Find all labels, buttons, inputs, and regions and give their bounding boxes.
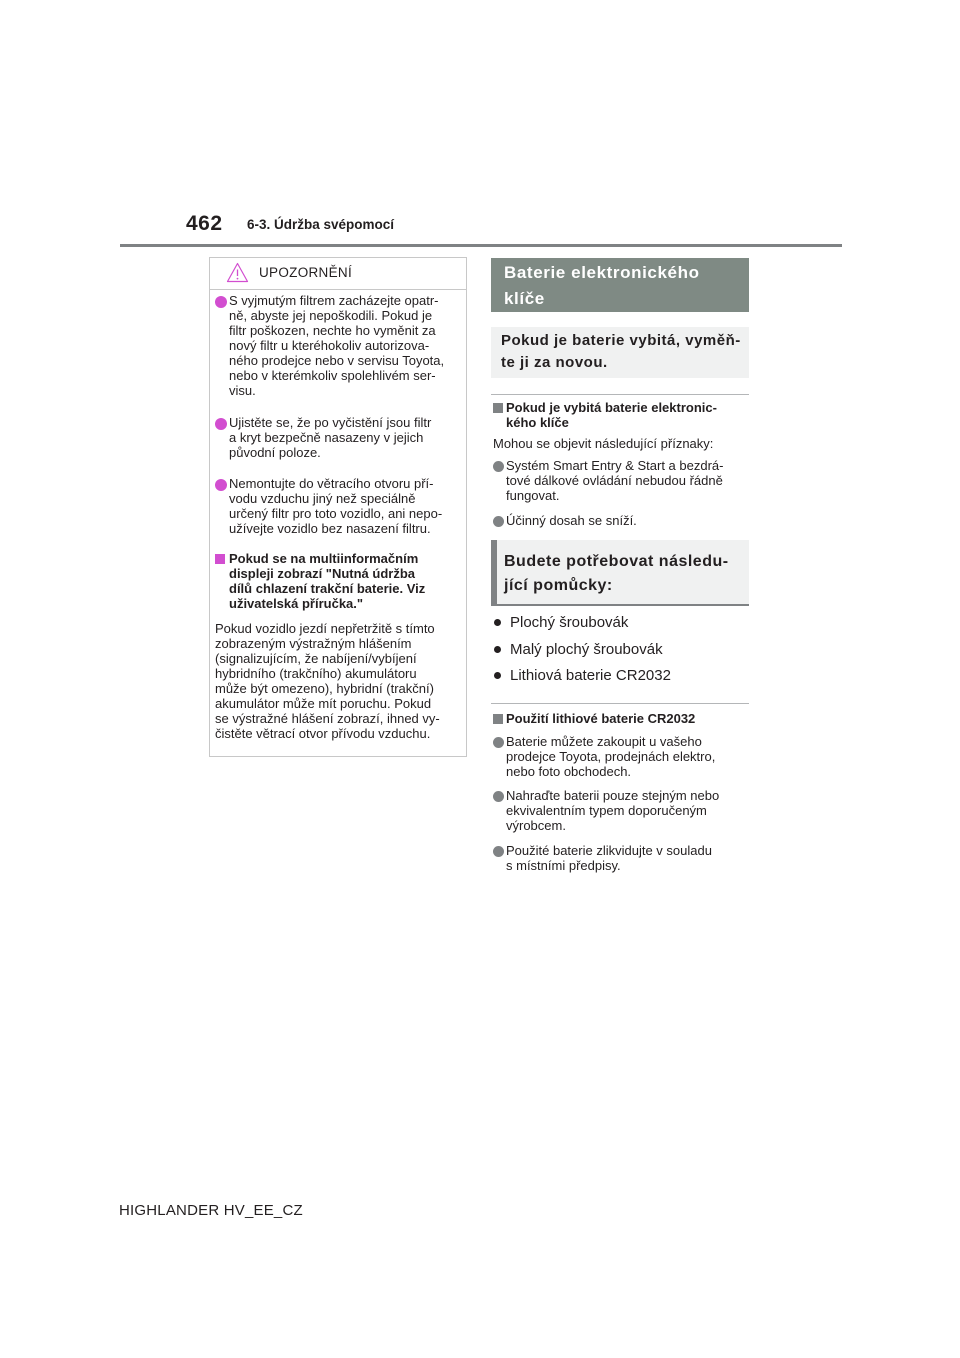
warning-title: UPOZORNĚNÍ [259,265,353,280]
intro-text [501,330,741,374]
text-line: Použité baterie zlikvidujte v souladu [506,843,712,858]
text-line: užívejte vozidlo bez nasazení filtru. [229,521,431,536]
text-line: zobrazeným výstražným hlášením [215,636,412,651]
intro-box [491,327,749,378]
text-line: se výstražné hlášení zobrazí, ihned vy- [215,711,440,726]
accent-bar [491,540,497,604]
warning-triangle-icon [226,262,249,283]
text-line: nový filtr u kteréhokoliv autorizova- [229,338,430,353]
section-title: 6-3. Údržba svépomocí [247,217,395,232]
discharged-bullet-2 [506,513,637,528]
text-line: kého klíče [506,415,569,430]
text-line: hybridního (trakčního) akumulátoru [215,666,417,681]
text-line: displeji zobrazí "Nutná údržba [229,566,416,581]
text-line: Pokud se na multiinformačním [229,551,419,566]
text-line: ekvivalentním typem doporučeným [506,803,707,818]
text-line: prodejce Toyota, prodejnách elektro, [506,749,716,764]
text-line: s místními předpisy. [506,858,621,873]
text-line: Pokud je vybitá baterie elektronic- [506,400,717,415]
warning-box [209,257,467,757]
bullet-dot [494,646,501,653]
lithium-heading: Použití lithiové baterie CR2032 [506,711,696,726]
square-marker [215,554,225,564]
bullet-dot [493,516,504,527]
warning-subheading [229,551,425,611]
footer-model: HIGHLANDER HV_EE_CZ [119,1202,303,1219]
lithium-bullet-2 [506,788,719,833]
tool-item: Lithiová baterie CR2032 [510,667,671,684]
text-line: Systém Smart Entry & Start a bezdrá- [506,458,724,473]
text-line: visu. [229,383,256,398]
text-line: ně, abyste jej nepoškodili. Pokud je [229,308,433,323]
text-line: klíče [504,289,545,308]
text-line: Nemontujte do větracího otvoru pří- [229,476,434,491]
text-line: vodu vzduchu jiný než speciálně [229,491,416,506]
text-line: Nahraďte baterii pouze stejným nebo [506,788,720,803]
text-line: čistěte větrací otvor přívodu vzduchu. [215,726,431,741]
tool-item: Malý plochý šroubovák [510,641,663,658]
text-line: (signalizujícím, že nabíjení/vybíjení [215,651,417,666]
text-line: te ji za novou. [501,354,608,371]
text-line: ného prodejce nebo v servisu Toyota, [229,353,445,368]
bullet-dot [493,791,504,802]
text-line: a kryt bezpečně nasazeny v jejich [229,430,424,445]
divider [491,394,749,395]
page-number: 462 [186,212,223,235]
text-line: určený filtr pro toto vozidlo, ani nepo- [229,506,443,521]
text-line: Pokud je baterie vybitá, vyměň- [501,332,741,349]
text-line: Ujistěte se, že po vyčistění jsou filtr [229,415,432,430]
bullet-dot [493,461,504,472]
text-line: původní poloze. [229,445,321,460]
warning-paragraph [215,621,440,741]
section-heading-box [491,258,749,312]
text-line: Pokud vozidlo jezdí nepřetržitě s tímto [215,621,435,636]
discharged-text: Mohou se objevit následující příznaky: [493,436,714,451]
bullet-dot [215,296,227,308]
section-heading [504,260,739,312]
tool-item: Plochý šroubovák [510,614,629,631]
bullet-dot [493,846,504,857]
text-line: výrobcem. [506,818,566,833]
text-line: Budete potřebovat následu- [504,553,729,570]
discharged-heading [506,400,717,430]
text-line: dílů chlazení trakční baterie. Viz [229,581,426,596]
text-line: fungovat. [506,488,560,503]
text-line: uživatelská příručka." [229,596,364,611]
bullet-dot [215,479,227,491]
text-line: tové dálkové ovládání nebudou řádně [506,473,723,488]
warning-bullet-2 [229,415,431,460]
divider [491,703,749,704]
text-line: filtr poškozen, nechte ho vyměnit za [229,323,436,338]
text-line: může být omezeno), hybridní (trakční) [215,681,434,696]
lithium-bullet-1 [506,734,715,779]
square-marker [493,403,503,413]
requirements-heading [504,550,744,598]
warning-bullet-1 [229,293,444,398]
text-line: S vyjmutým filtrem zacházejte opatr- [229,293,439,308]
square-marker [493,714,503,724]
text-line: Baterie elektronického [504,263,700,282]
lithium-bullet-3 [506,843,712,873]
text-line: jící pomůcky: [504,577,613,594]
text-line: Účinný dosah se sníží. [506,513,637,528]
text-line: nebo foto obchodech. [506,764,632,779]
text-line: nebo v kterémkoliv spolehlivém ser- [229,368,436,383]
discharged-bullet-1 [506,458,723,503]
requirements-box [491,540,749,606]
bullet-dot [494,672,501,679]
warning-header [210,258,466,290]
header-rule [120,244,842,247]
text-line: Baterie můžete zakoupit u vašeho [506,734,702,749]
bullet-dot [493,737,504,748]
warning-bullet-3 [229,476,442,536]
bullet-dot [215,418,227,430]
text-line: akumulátor může mít poruchu. Pokud [215,696,432,711]
bullet-dot [494,619,501,626]
